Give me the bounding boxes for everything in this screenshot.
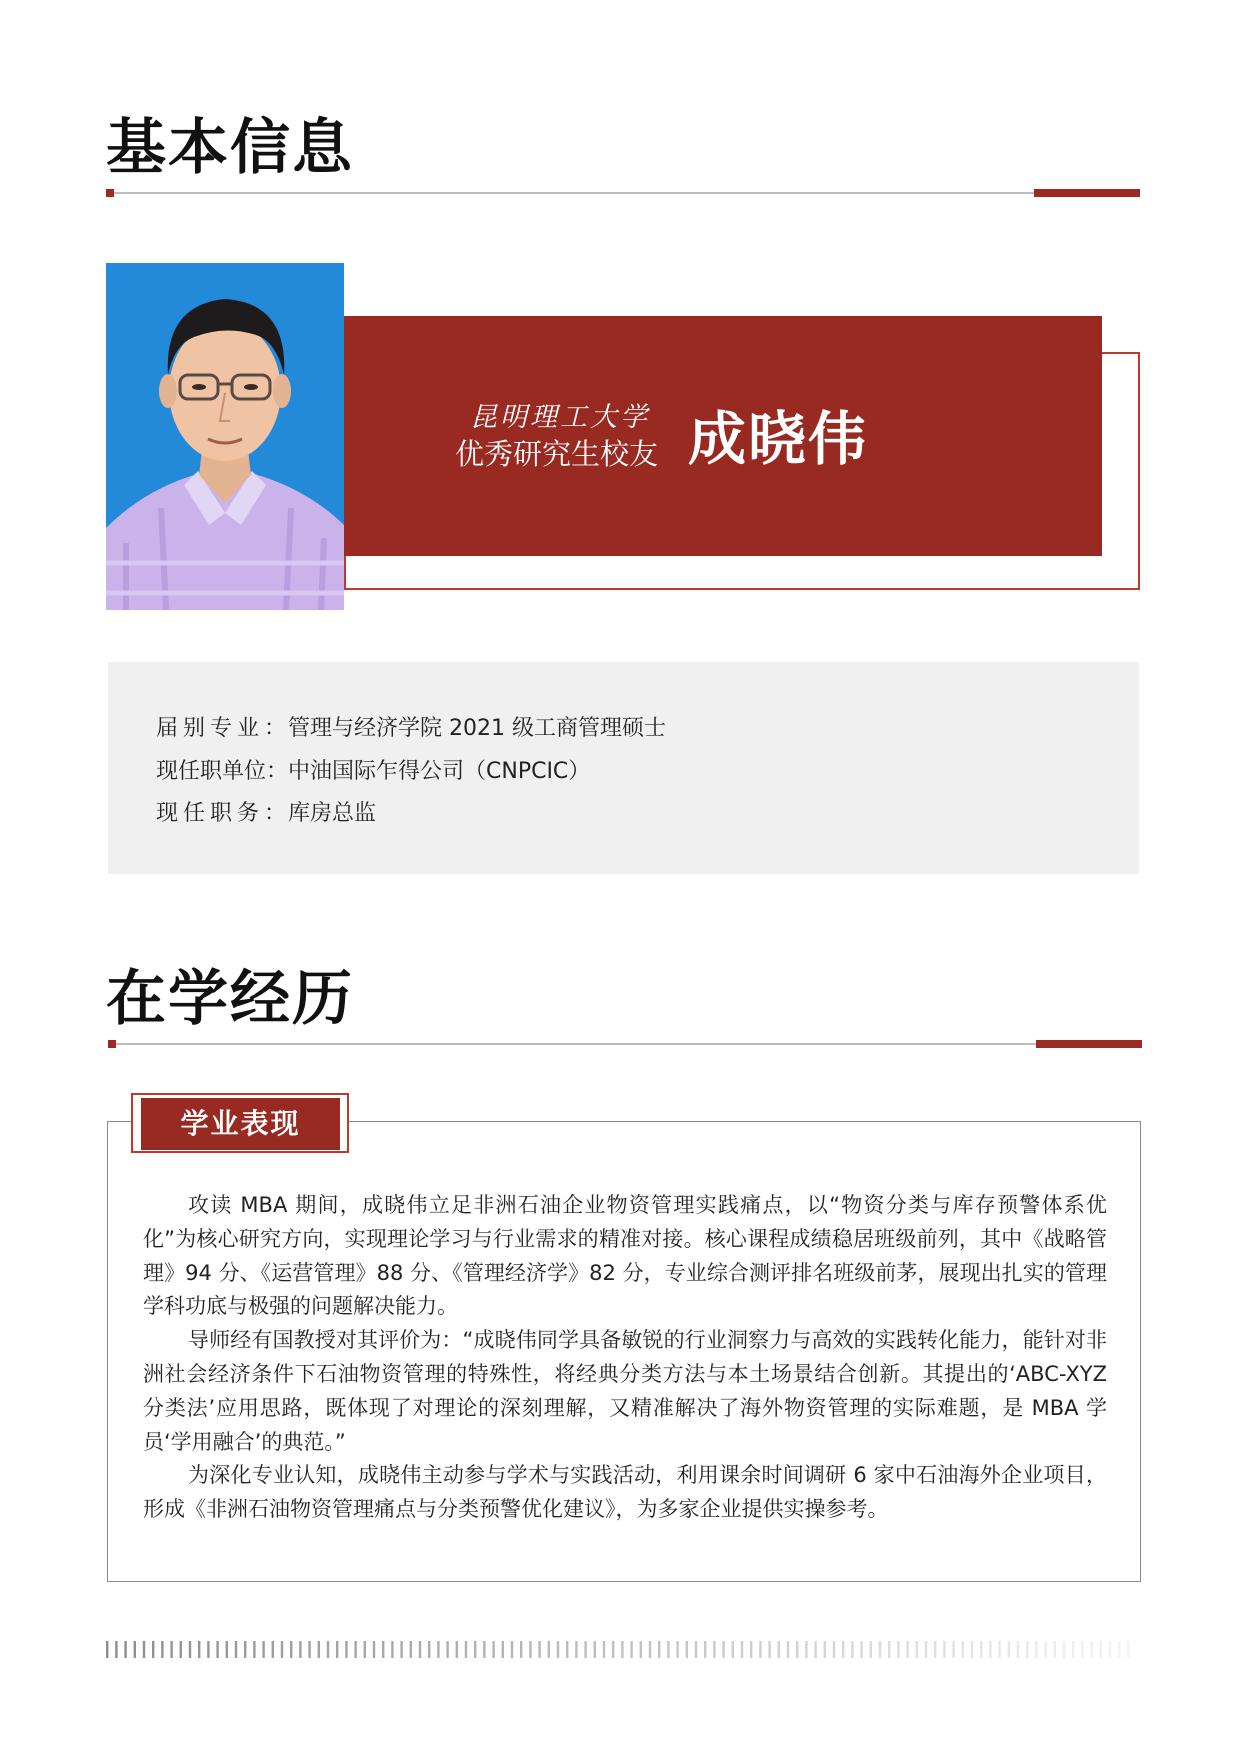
barcode-tick — [842, 1641, 844, 1658]
barcode-tick — [299, 1641, 301, 1658]
barcode-tick — [520, 1641, 522, 1658]
barcode-tick — [1026, 1641, 1028, 1658]
performance-text — [143, 1189, 1107, 1527]
barcode-tick — [548, 1641, 550, 1658]
barcode-tick — [419, 1641, 421, 1658]
barcode-tick — [952, 1641, 954, 1658]
barcode-tick — [713, 1641, 715, 1658]
barcode-tick — [667, 1641, 669, 1658]
barcode-tick — [1127, 1641, 1129, 1658]
barcode-tick — [327, 1641, 329, 1658]
barcode-tick — [962, 1641, 964, 1658]
info-box — [108, 662, 1139, 874]
barcode-tick — [584, 1641, 586, 1658]
title-rule-dot — [106, 189, 114, 197]
decorative-barcode — [106, 1641, 1140, 1658]
info-value-major: 管理与经济学院 2021 级工商管理硕士 — [288, 716, 666, 741]
barcode-tick — [722, 1641, 724, 1658]
barcode-tick — [281, 1641, 283, 1658]
barcode-tick — [373, 1641, 375, 1658]
barcode-tick — [170, 1641, 172, 1658]
barcode-tick — [870, 1641, 872, 1658]
barcode-tick — [888, 1641, 890, 1658]
barcode-tick — [686, 1641, 688, 1658]
barcode-tick — [226, 1641, 228, 1658]
barcode-tick — [262, 1641, 264, 1658]
barcode-tick — [1109, 1641, 1111, 1658]
barcode-tick — [180, 1641, 182, 1658]
barcode-tick — [465, 1641, 467, 1658]
info-key-employer: 现任职单位： — [156, 759, 289, 784]
barcode-tick — [676, 1641, 678, 1658]
info-value-employer: 中油国际乍得公司（CNPCIC） — [288, 759, 591, 784]
profile-photo — [106, 263, 344, 610]
barcode-tick — [364, 1641, 366, 1658]
barcode-tick — [189, 1641, 191, 1658]
barcode-tick — [603, 1641, 605, 1658]
barcode-tick — [391, 1641, 393, 1658]
barcode-tick — [1081, 1641, 1083, 1658]
barcode-tick — [630, 1641, 632, 1658]
barcode-tick — [483, 1641, 485, 1658]
barcode-tick — [796, 1641, 798, 1658]
barcode-tick — [446, 1641, 448, 1658]
barcode-tick — [1035, 1641, 1037, 1658]
barcode-tick — [759, 1641, 761, 1658]
barcode-tick — [897, 1641, 899, 1658]
barcode-tick — [649, 1641, 651, 1658]
info-value-position: 库房总监 — [288, 801, 377, 826]
info-row-employer — [156, 754, 590, 785]
barcode-tick — [354, 1641, 356, 1658]
barcode-tick — [216, 1641, 218, 1658]
barcode-tick — [575, 1641, 577, 1658]
barcode-tick — [704, 1641, 706, 1658]
title-rule-accent — [1034, 189, 1140, 197]
barcode-tick — [410, 1641, 412, 1658]
barcode-tick — [456, 1641, 458, 1658]
barcode-tick — [778, 1641, 780, 1658]
title-rule-accent — [1036, 1040, 1142, 1048]
person-name: 成晓伟 — [688, 405, 869, 473]
barcode-tick — [943, 1641, 945, 1658]
barcode-tick — [851, 1641, 853, 1658]
alumni-label: 优秀研究生校友 — [455, 437, 659, 471]
info-key-position: 现任职务： — [156, 801, 292, 826]
barcode-tick — [916, 1641, 918, 1658]
barcode-tick — [272, 1641, 274, 1658]
section-title-study-history: 在学经历 — [106, 964, 354, 1034]
barcode-tick — [400, 1641, 402, 1658]
barcode-tick — [207, 1641, 209, 1658]
barcode-tick — [741, 1641, 743, 1658]
barcode-tick — [336, 1641, 338, 1658]
barcode-tick — [124, 1641, 126, 1658]
barcode-tick — [612, 1641, 614, 1658]
barcode-tick — [1008, 1641, 1010, 1658]
barcode-tick — [989, 1641, 991, 1658]
barcode-tick — [115, 1641, 117, 1658]
barcode-tick — [253, 1641, 255, 1658]
barcode-tick — [934, 1641, 936, 1658]
info-row-major — [156, 711, 666, 742]
barcode-tick — [308, 1641, 310, 1658]
barcode-tick — [134, 1641, 136, 1658]
barcode-tick — [538, 1641, 540, 1658]
barcode-tick — [382, 1641, 384, 1658]
barcode-tick — [106, 1641, 108, 1658]
barcode-tick — [1100, 1641, 1102, 1658]
barcode-tick — [906, 1641, 908, 1658]
barcode-tick — [860, 1641, 862, 1658]
performance-paragraph: 导师经有国教授对其评价为：“成晓伟同学具备敏锐的行业洞察力与高效的实践转化能力，能针对非洲社会经济条件下石油物资管理的特殊性，将经典分类方法与本土场景结合创新。其提出的‘ABC-XYZ 分类法’应用思路，既体现了对理论的深刻理解，又精准解决了海外物资管理的实际难题，是 MBA 学员‘学用融合’的典范。” — [143, 1328, 1107, 1454]
barcode-tick — [594, 1641, 596, 1658]
barcode-tick — [244, 1641, 246, 1658]
barcode-tick — [824, 1641, 826, 1658]
title-rule-line — [116, 1043, 1036, 1045]
barcode-tick — [833, 1641, 835, 1658]
barcode-tick — [1063, 1641, 1065, 1658]
barcode-tick — [640, 1641, 642, 1658]
title-rule-dot — [108, 1040, 116, 1048]
performance-paragraph: 为深化专业认知，成晓伟主动参与学术与实践活动，利用课余时间调研 6 家中石油海外企业项目，形成《非洲石油物资管理痛点与分类预警优化建议》，为多家企业提供实操参考。 — [143, 1463, 1107, 1522]
barcode-tick — [502, 1641, 504, 1658]
portrait-illustration — [106, 263, 344, 610]
barcode-tick — [621, 1641, 623, 1658]
barcode-tick — [1090, 1641, 1092, 1658]
barcode-tick — [161, 1641, 163, 1658]
barcode-tick — [925, 1641, 927, 1658]
barcode-tick — [318, 1641, 320, 1658]
barcode-tick — [768, 1641, 770, 1658]
performance-paragraph: 攻读 MBA 期间，成晓伟立足非洲石油企业物资管理实践痛点，以“物资分类与库存预警体系优化”为核心研究方向，实现理论学习与行业需求的精准对接。核心课程成绩稳居班级前列，其中《战略管理》94 分、《运营管理》88 分、《管理经济学》82 分，专业综合测评排名班级前茅，展现出扎实的管理学科功底与极强的问题解决能力。 — [143, 1193, 1107, 1319]
barcode-tick — [235, 1641, 237, 1658]
title-rule-line — [114, 192, 1034, 194]
barcode-tick — [750, 1641, 752, 1658]
barcode-tick — [492, 1641, 494, 1658]
barcode-tick — [437, 1641, 439, 1658]
barcode-tick — [805, 1641, 807, 1658]
barcode-tick — [511, 1641, 513, 1658]
barcode-tick — [879, 1641, 881, 1658]
barcode-tick — [1054, 1641, 1056, 1658]
barcode-tick — [695, 1641, 697, 1658]
info-row-position — [156, 796, 376, 827]
barcode-tick — [1044, 1641, 1046, 1658]
barcode-tick — [152, 1641, 154, 1658]
barcode-tick — [557, 1641, 559, 1658]
barcode-tick — [971, 1641, 973, 1658]
barcode-tick — [428, 1641, 430, 1658]
barcode-tick — [566, 1641, 568, 1658]
barcode-tick — [998, 1641, 1000, 1658]
barcode-tick — [814, 1641, 816, 1658]
barcode-tick — [290, 1641, 292, 1658]
school-name: 昆明理工大学 — [470, 402, 650, 433]
barcode-tick — [1118, 1641, 1120, 1658]
barcode-tick — [980, 1641, 982, 1658]
barcode-tick — [787, 1641, 789, 1658]
barcode-tick — [143, 1641, 145, 1658]
barcode-tick — [1072, 1641, 1074, 1658]
barcode-tick — [529, 1641, 531, 1658]
barcode-tick — [1017, 1641, 1019, 1658]
barcode-tick — [474, 1641, 476, 1658]
barcode-tick — [198, 1641, 200, 1658]
barcode-tick — [732, 1641, 734, 1658]
info-key-major: 届别专业： — [156, 716, 292, 741]
barcode-tick — [658, 1641, 660, 1658]
performance-tag: 学业表现 — [141, 1098, 340, 1150]
section-title-basic-info: 基本信息 — [106, 113, 354, 183]
barcode-tick — [345, 1641, 347, 1658]
